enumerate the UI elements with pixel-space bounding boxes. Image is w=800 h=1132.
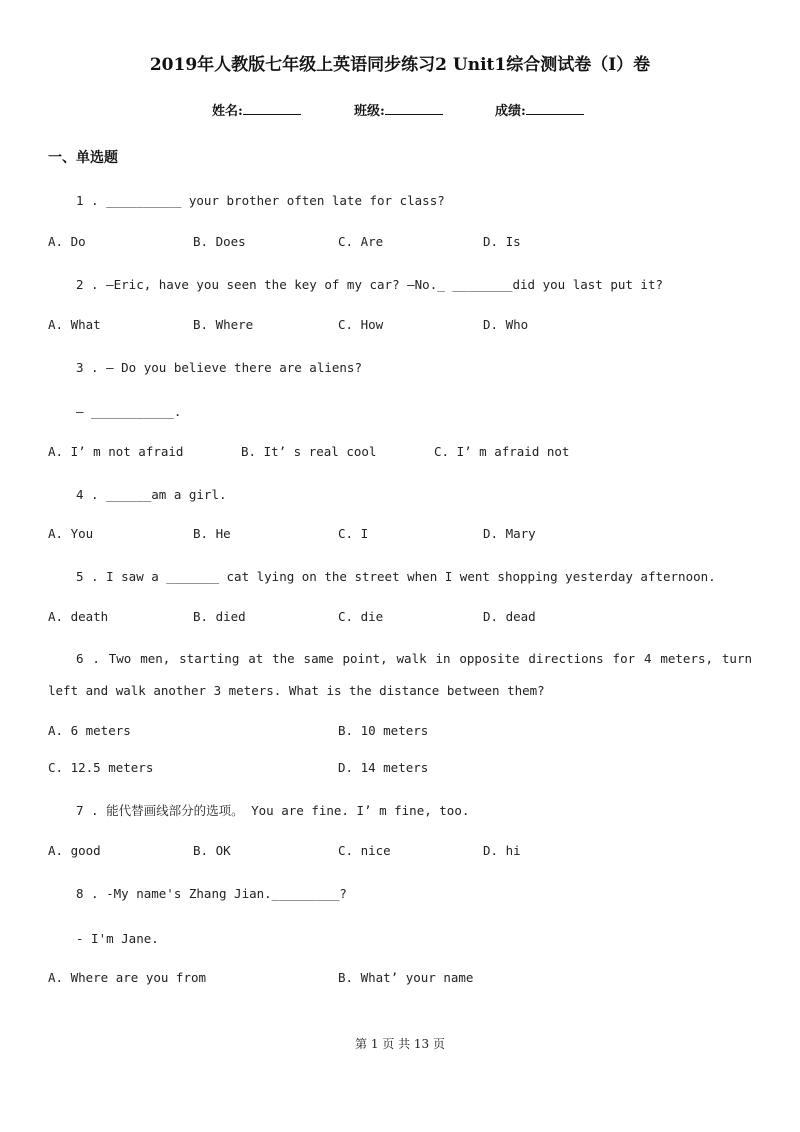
question-5: 5 . I saw a _______ cat lying on the street when I went shopping yesterday afternoon.	[76, 569, 716, 584]
q6-option-a: A. 6 meters	[48, 723, 131, 738]
q4-option-d: D. Mary	[483, 526, 536, 541]
q8-option-b: B. What’ your name	[338, 970, 474, 985]
name-field	[212, 100, 301, 119]
q4-option-a: A. You	[48, 526, 94, 541]
name-label: 姓名:	[212, 104, 243, 119]
q6-option-b: B. 10 meters	[338, 723, 429, 738]
question-6: 6 . Two men, starting at the same point, walk in opposite directions for 4 meters, turn left and walk another 3 meters. What is the distance between them?	[48, 651, 752, 698]
q7-option-a: A. good	[48, 843, 101, 858]
score-field	[495, 100, 584, 119]
q8-option-a: A. Where are you from	[48, 970, 207, 985]
score-label: 成绩:	[495, 104, 526, 119]
q3-option-a: A. I’ m not afraid	[48, 444, 184, 459]
question-2: 2 . —Eric, have you seen the key of my car? —No._ ________did you last put it?	[76, 277, 663, 292]
q5-option-b: B. died	[193, 609, 246, 624]
q2-option-b: B. Where	[193, 317, 254, 332]
question-3: 3 . — Do you believe there are aliens?	[76, 360, 362, 375]
page-footer: 第 1 页 共 13 页	[355, 1037, 445, 1051]
q7-option-c: C. nice	[338, 843, 391, 858]
score-blank	[526, 102, 584, 115]
q1-option-d: D. Is	[483, 234, 521, 249]
q5-option-d: D. dead	[483, 609, 536, 624]
q2-option-c: C. How	[338, 317, 384, 332]
q4-option-c: C. I	[338, 526, 369, 541]
q2-option-a: A. What	[48, 317, 101, 332]
question-3-answer-line: — ___________.	[76, 404, 182, 419]
class-blank	[385, 102, 443, 115]
q6-option-d: D. 14 meters	[338, 760, 429, 775]
question-8: 8 . -My name's Zhang Jian._________?	[76, 886, 347, 901]
q1-option-a: A. Do	[48, 234, 86, 249]
q7-option-d: D. hi	[483, 843, 521, 858]
class-field	[354, 100, 443, 119]
q5-option-a: A. death	[48, 609, 109, 624]
q1-option-b: B. Does	[193, 234, 246, 249]
q5-option-c: C. die	[338, 609, 384, 624]
q1-option-c: C. Are	[338, 234, 384, 249]
q3-option-c: C. I’ m afraid not	[434, 444, 570, 459]
q3-option-b: B. It’ s real cool	[241, 444, 377, 459]
document-title: 2019年人教版七年级上英语同步练习2 Unit1综合测试卷（I）卷	[149, 55, 651, 75]
q4-option-b: B. He	[193, 526, 231, 541]
question-4: 4 . ______am a girl.	[76, 487, 227, 502]
question-7: 7 . 能代替画线部分的选项。 You are fine. I’ m fine, too.	[76, 803, 470, 818]
q6-option-c: C. 12.5 meters	[48, 760, 154, 775]
question-1: 1 . __________ your brother often late for class?	[76, 193, 445, 208]
class-label: 班级:	[354, 104, 385, 119]
question-8-reply-line: - I'm Jane.	[76, 931, 159, 946]
name-blank	[243, 102, 301, 115]
q2-option-d: D. Who	[483, 317, 529, 332]
q7-option-b: B. OK	[193, 843, 231, 858]
section-heading: 一、单选题	[48, 150, 118, 166]
